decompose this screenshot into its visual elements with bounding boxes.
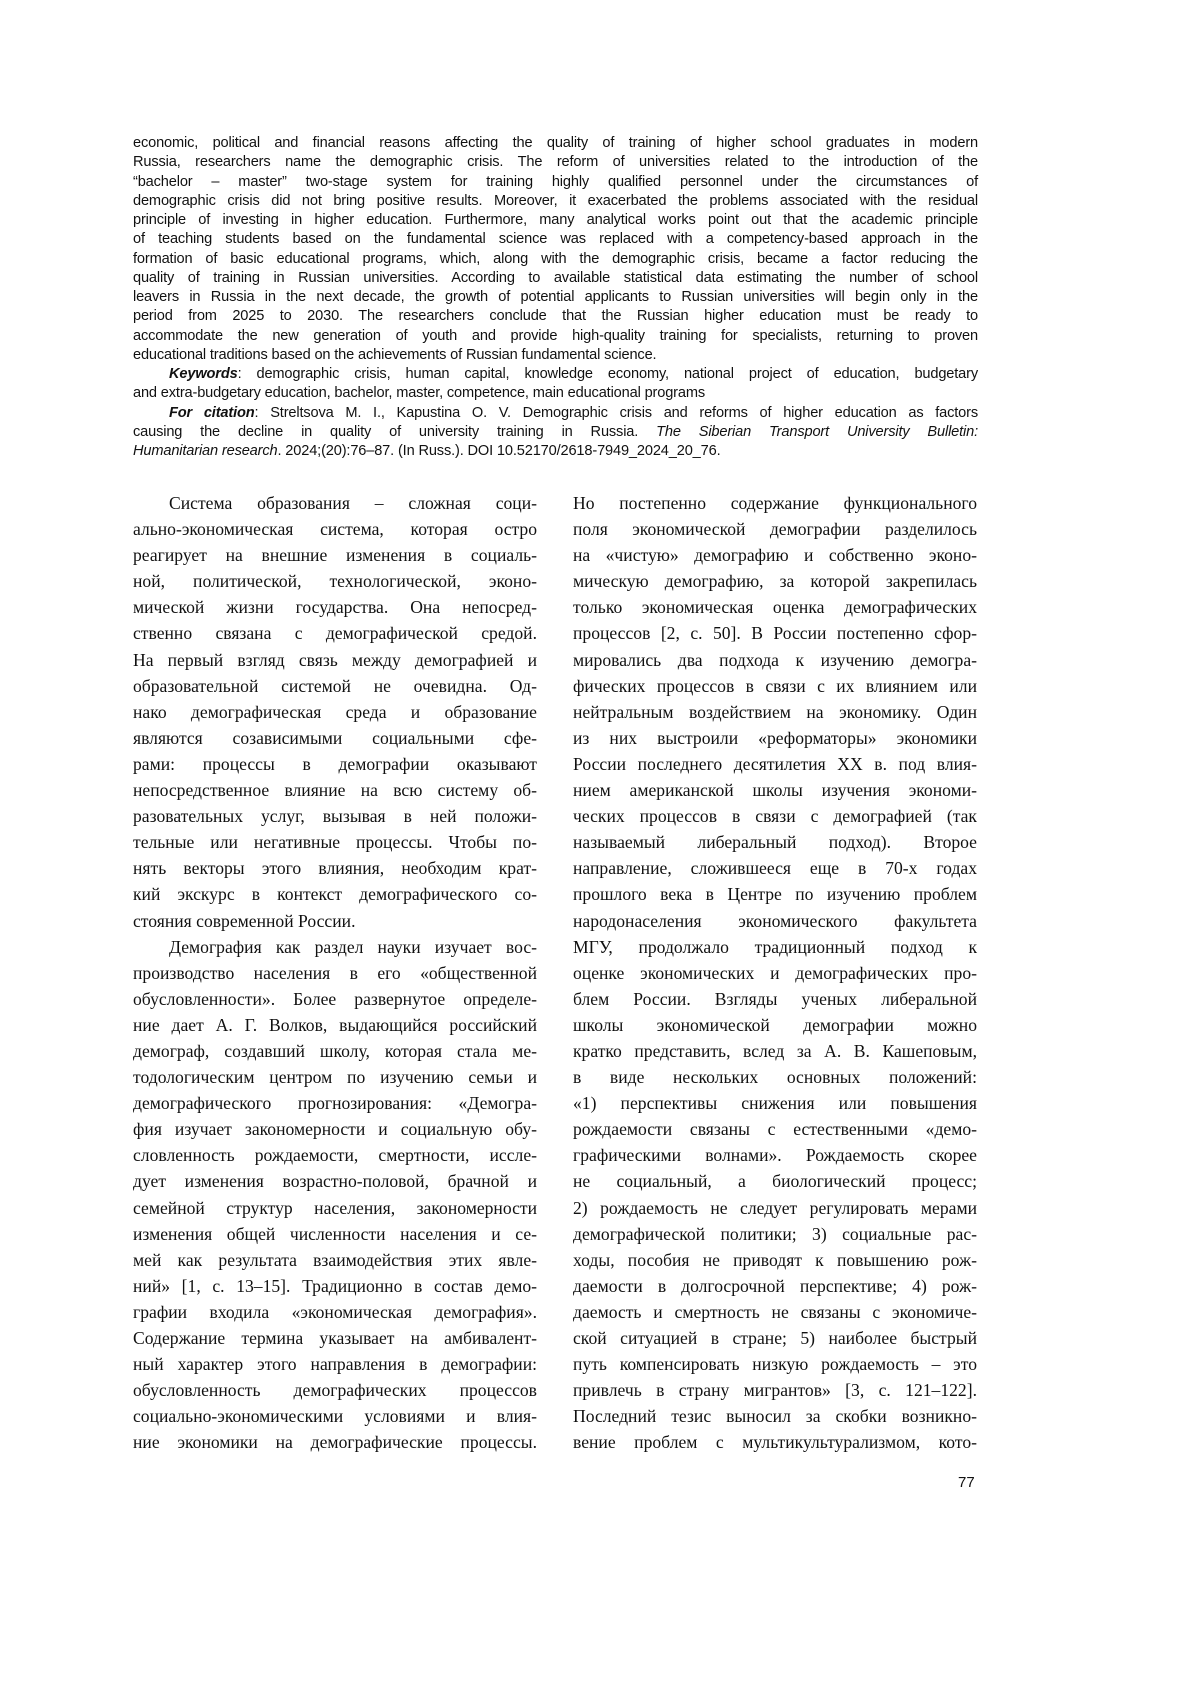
body-right-column — [573, 490, 977, 1455]
body-text-line: 2) рождаемость не следует регулировать мерами — [573, 1195, 977, 1221]
abstract-text: leavers in Russia in the next decade, the growth of potential applicants to Russian universities will begin only in the — [133, 289, 978, 305]
abstract-line — [133, 346, 978, 365]
body-text-line: «1) перспективы снижения или повышения — [573, 1090, 977, 1116]
body-text-line: на «чистую» демографию и собственно эконо- — [573, 542, 977, 568]
abstract-line — [133, 134, 978, 153]
abstract-line — [133, 288, 978, 307]
body-text-line: демографического прогнозирования: «Демогра- — [133, 1090, 537, 1116]
body-text-line: графическими волнами». Рождаемость скорее — [573, 1142, 977, 1168]
body-text-line: фия изучает закономерности и социальную обу- — [133, 1116, 537, 1142]
body-text-line: вение проблем с мультикультурализмом, кото- — [573, 1429, 977, 1455]
body-text-line: ческих процессов в связи с демографией (так — [573, 803, 977, 829]
body-text-line: семейной структур населения, закономерности — [133, 1195, 537, 1221]
body-text-line: мической жизни государства. Она непосред- — [133, 594, 537, 620]
abstract-line — [133, 423, 978, 442]
body-left-column — [133, 490, 537, 1455]
emphasis-text: For citation — [169, 405, 255, 421]
body-text-line: демограф, создавший школу, которая стала ме- — [133, 1038, 537, 1064]
abstract-text: economic, political and financial reasons affecting the quality of training of higher school graduates in modern — [133, 135, 978, 151]
body-text-line: дует изменения возрастно-половой, брачной и — [133, 1168, 537, 1194]
abstract-line — [133, 307, 978, 326]
abstract-text: period from 2025 to 2030. The researchers conclude that the Russian higher education must be ready to — [133, 308, 978, 324]
body-text-line: Последний тезис выносил за скобки возникно- — [573, 1403, 977, 1429]
body-text-line: школы экономической демографии можно — [573, 1012, 977, 1038]
body-text-line: ской ситуацией в стране; 5) наиболее быстрый — [573, 1325, 977, 1351]
abstract-line — [133, 384, 978, 403]
abstract-line — [133, 269, 978, 288]
body-text-line: обусловленность демографических процессов — [133, 1377, 537, 1403]
body-text-line: фических процессов в связи с их влиянием или — [573, 673, 977, 699]
body-text-line: нять векторы этого влияния, необходим крат- — [133, 855, 537, 881]
abstract-line — [133, 250, 978, 269]
body-text-line: нако демографическая среда и образование — [133, 699, 537, 725]
body-text-line: кратко представить, вслед за А. В. Кашеповым, — [573, 1038, 977, 1064]
body-text-line: производство населения в его «общественной — [133, 960, 537, 986]
abstract-text: principle of investing in higher education. Furthermore, many analytical works point out that the academic principle — [133, 212, 978, 228]
emphasis-text: Keywords — [169, 366, 238, 382]
abstract-line — [133, 404, 978, 423]
body-text-line: изменения общей численности населения и се- — [133, 1221, 537, 1247]
abstract-line — [133, 365, 978, 384]
body-text-line: поля экономической демографии разделилось — [573, 516, 977, 542]
body-text-line: ально-экономическая система, которая остро — [133, 516, 537, 542]
body-text-line: На первый взгляд связь между демографией и — [133, 647, 537, 673]
body-text-line: демографической политики; 3) социальные рас- — [573, 1221, 977, 1247]
body-text-line: мей как результата взаимодействия этих явле- — [133, 1247, 537, 1273]
body-text-line: реагирует на внешние изменения в социаль- — [133, 542, 537, 568]
body-text-line: нием американской школы изучения экономи- — [573, 777, 977, 803]
body-text-line: ние дает А. Г. Волков, выдающийся российский — [133, 1012, 537, 1038]
body-text-line: МГУ, продолжало традиционный подход к — [573, 934, 977, 960]
emphasis-text: The Siberian Transport University Bulletin: — [656, 424, 978, 440]
body-text-line: Демография как раздел науки изучает вос- — [133, 934, 537, 960]
emphasis-text: Humanitarian research — [133, 443, 277, 459]
body-text-line: народонаселения экономического факультета — [573, 908, 977, 934]
abstract-line — [133, 230, 978, 249]
abstract-line — [133, 153, 978, 172]
body-text-line: Система образования – сложная соци- — [133, 490, 537, 516]
body-text-line: словленность рождаемости, смертности, иссле- — [133, 1142, 537, 1168]
body-text-line: ходы, пособия не приводят к повышению рож- — [573, 1247, 977, 1273]
body-text-line: ный характер этого направления в демографии: — [133, 1351, 537, 1377]
body-text-line: мировались два подхода к изучению демогра- — [573, 647, 977, 673]
body-text-line: только экономическая оценка демографических — [573, 594, 977, 620]
abstract-text: . 2024;(20):76–87. (In Russ.). DOI 10.52170/2618-7949_2024_20_76. — [277, 443, 720, 459]
abstract-text: causing the decline in quality of university training in Russia. — [133, 424, 656, 440]
body-text-line: даемость и смертность не связаны с экономиче- — [573, 1299, 977, 1325]
abstract-line — [133, 173, 978, 192]
abstract-line — [133, 442, 978, 461]
body-text-line: образовательной системой не очевидна. Од- — [133, 673, 537, 699]
body-text-line: рами: процессы в демографии оказывают — [133, 751, 537, 777]
body-text-line: стояния современной России. — [133, 908, 537, 934]
body-text-line: оценке экономических и демографических про- — [573, 960, 977, 986]
abstract-text: “bachelor – master” two-stage system for training highly qualified personnel under the circumstances of — [133, 174, 978, 190]
body-text-line: непосредственное влияние на всю систему об- — [133, 777, 537, 803]
body-text-line: в виде нескольких основных положений: — [573, 1064, 977, 1090]
abstract-line — [133, 211, 978, 230]
body-text-line: ственно связана с демографической средой. — [133, 620, 537, 646]
body-text-line: процессов [2, с. 50]. В России постепенно сфор- — [573, 620, 977, 646]
body-text-line: прошлого века в Центре по изучению проблем — [573, 881, 977, 907]
abstract-text: : Streltsova M. I., Kapustina O. V. Demographic crisis and reforms of higher education as factors — [255, 405, 978, 421]
body-text-line: ной, политической, технологической, эконо- — [133, 568, 537, 594]
abstract-text: and extra-budgetary education, bachelor, master, competence, main educational programs — [133, 385, 705, 401]
body-text-line: рождаемости связаны с естественными «демо- — [573, 1116, 977, 1142]
page-number: 77 — [958, 1474, 975, 1491]
body-text-line: являются созависимыми социальными сфе- — [133, 725, 537, 751]
abstract-text: : demographic crisis, human capital, knowledge economy, national project of education, budgetary — [238, 366, 978, 382]
body-text-line: России последнего десятилетия XX в. под влия- — [573, 751, 977, 777]
body-text-line: привлечь в страну мигрантов» [3, с. 121–122]. — [573, 1377, 977, 1403]
body-text-line: блем России. Взгляды ученых либеральной — [573, 986, 977, 1012]
body-text-line: социально-экономическими условиями и влия- — [133, 1403, 537, 1429]
abstract-line — [133, 192, 978, 211]
abstract-text: formation of basic educational programs, which, along with the demographic crisis, became a factor reducing the — [133, 251, 978, 267]
body-text-line: кий экскурс в контекст демографического со- — [133, 881, 537, 907]
body-text-line: тельные или негативные процессы. Чтобы по- — [133, 829, 537, 855]
body-text-line: нейтральным воздействием на экономику. Один — [573, 699, 977, 725]
abstract-text: accommodate the new generation of youth and provide high-quality training for specialists, returning to proven — [133, 328, 978, 344]
abstract-block — [133, 134, 978, 461]
body-text-line: мическую демографию, за которой закрепилась — [573, 568, 977, 594]
abstract-text: demographic crisis did not bring positive results. Moreover, it exacerbated the problems associated with the residual — [133, 193, 978, 209]
body-text-line: не социальный, а биологический процесс; — [573, 1168, 977, 1194]
body-text-line: ний» [1, с. 13–15]. Традиционно в состав демо- — [133, 1273, 537, 1299]
abstract-text: of teaching students based on the fundamental science was replaced with a competency-based approach in the — [133, 231, 978, 247]
body-text-line: направление, сложившееся еще в 70-х годах — [573, 855, 977, 881]
body-text-line: разовательных услуг, вызывая в ней положи- — [133, 803, 537, 829]
body-text-line: называемый либеральный подход). Второе — [573, 829, 977, 855]
body-text-line: Но постепенно содержание функционального — [573, 490, 977, 516]
body-text-line: Содержание термина указывает на амбивалент- — [133, 1325, 537, 1351]
body-text-line: путь компенсировать низкую рождаемость – это — [573, 1351, 977, 1377]
abstract-text: quality of training in Russian universities. According to available statistical data estimating the number of school — [133, 270, 978, 286]
body-text-line: обусловленности». Более развернутое определе- — [133, 986, 537, 1012]
body-text-line: тодологическим центром по изучению семьи и — [133, 1064, 537, 1090]
abstract-line — [133, 327, 978, 346]
body-text-line: из них выстроили «реформаторы» экономики — [573, 725, 977, 751]
abstract-text: Russia, researchers name the demographic crisis. The reform of universities related to the introduction of the — [133, 154, 978, 170]
abstract-text: educational traditions based on the achievements of Russian fundamental science. — [133, 347, 656, 363]
body-text-line: графии входила «экономическая демография». — [133, 1299, 537, 1325]
body-text-line: ние экономики на демографические процессы. — [133, 1429, 537, 1455]
body-text-line: даемости в долгосрочной перспективе; 4) рож- — [573, 1273, 977, 1299]
